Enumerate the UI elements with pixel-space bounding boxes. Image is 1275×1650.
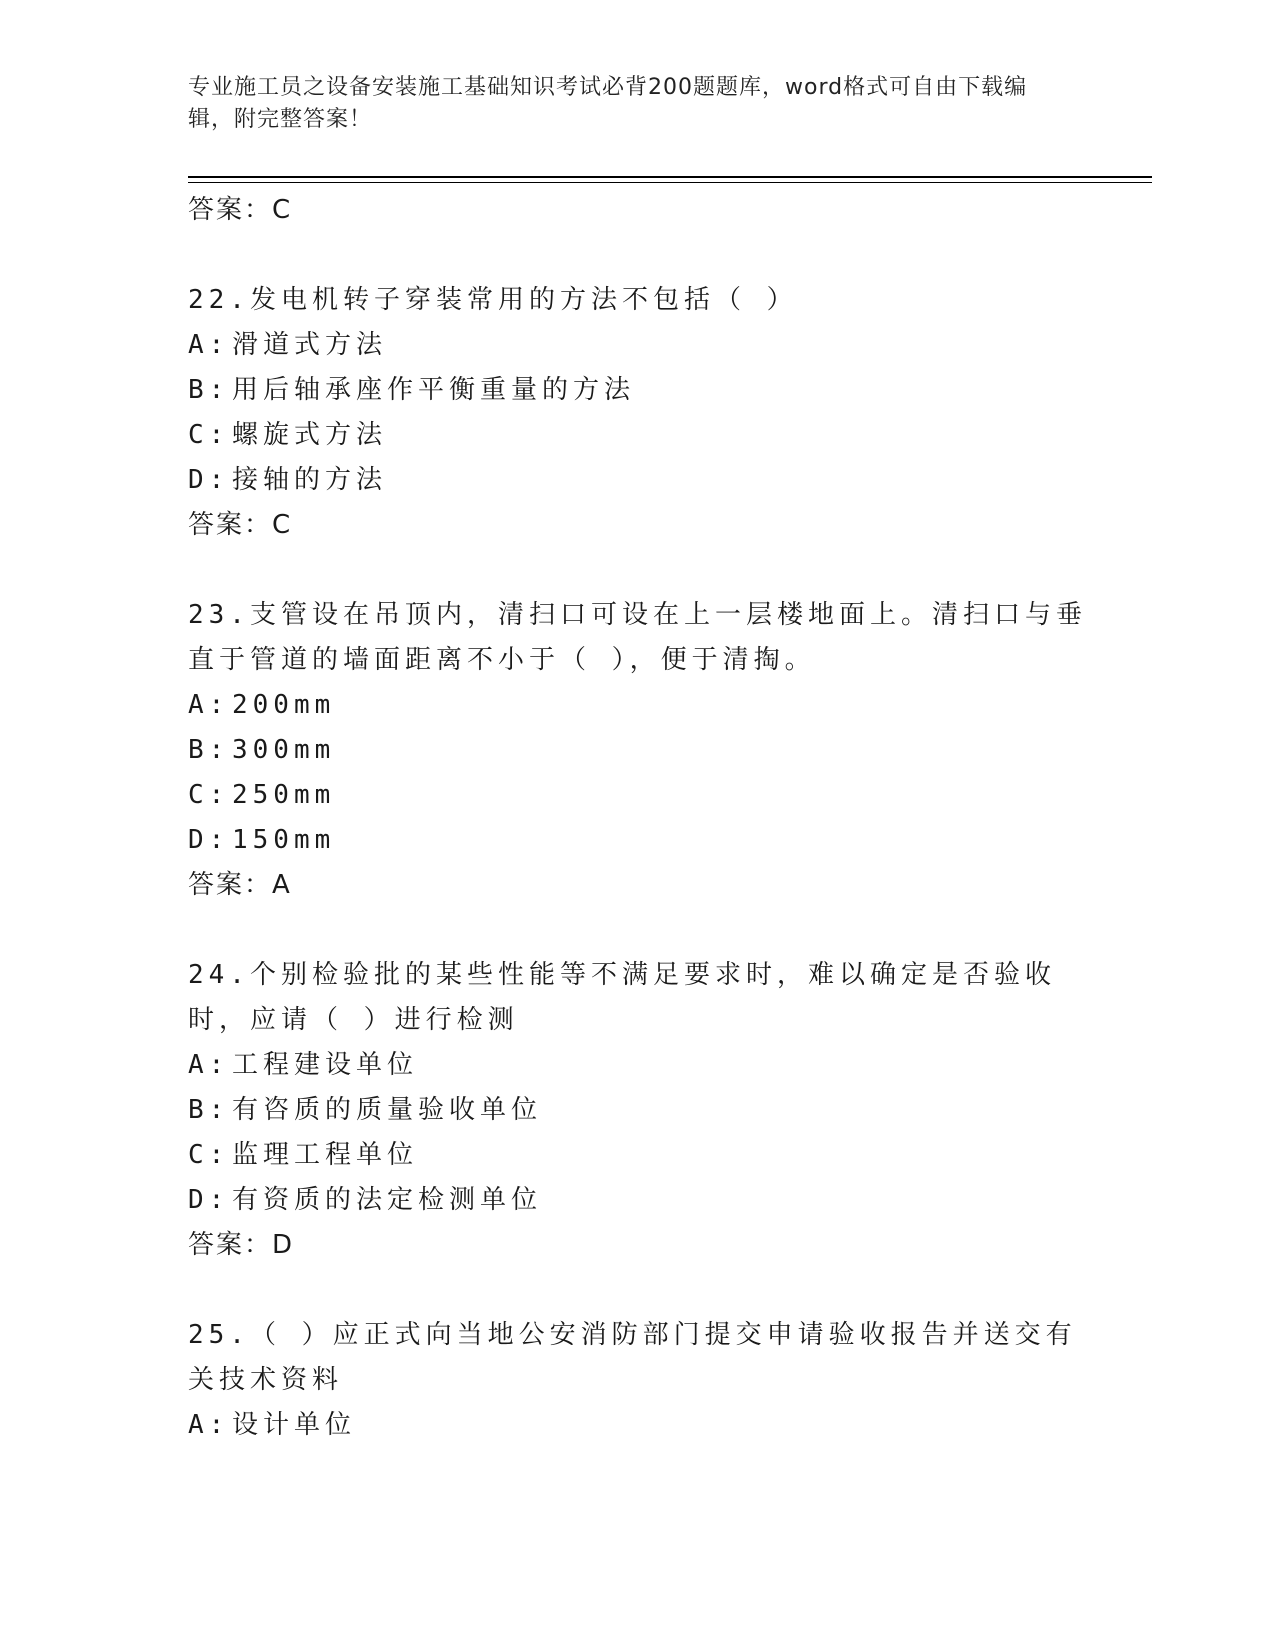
answer-line: 答案：C: [188, 195, 293, 225]
option-d: D: 接轴的方法: [188, 465, 388, 495]
option-a: A: 工程建设单位: [188, 1050, 419, 1080]
document-header: 专业施工员之设备安装施工基础知识考试必背200题题库，word格式可自由下载编辑，附完整答案！: [188, 75, 1028, 132]
question-block: [188, 953, 1088, 1267]
question-list: [188, 188, 1088, 1448]
spacer: [188, 907, 1088, 953]
option-a: A: 滑道式方法: [188, 330, 388, 360]
option-d: D: 150mm: [188, 825, 336, 855]
spacer: [188, 1267, 1088, 1313]
question-text: 25.（ ）应正式向当地公安消防部门提交申请验收报告并送交有关技术资料: [188, 1320, 1077, 1395]
question-block: [188, 278, 1088, 547]
option-c: C: 250mm: [188, 780, 336, 810]
option-a: A: 设计单位: [188, 1410, 357, 1440]
header-divider-thin: [188, 182, 1152, 183]
answer-line: 答案：D: [188, 1230, 295, 1260]
question-text: 23.支管设在吊顶内，清扫口可设在上一层楼地面上。清扫口与垂直于管道的墙面距离不小于（ ），便于清掏。: [188, 600, 1087, 675]
spacer: [188, 547, 1088, 593]
question-text: 22.发电机转子穿装常用的方法不包括（ ）: [188, 285, 798, 315]
option-a: A: 200mm: [188, 690, 336, 720]
question-block: [188, 1313, 1088, 1448]
header-divider: [188, 176, 1152, 178]
option-c: C: 监理工程单位: [188, 1140, 419, 1170]
option-b: B: 300mm: [188, 735, 336, 765]
answer-line: 答案：C: [188, 510, 293, 540]
question-block: [188, 593, 1088, 907]
option-b: B: 用后轴承座作平衡重量的方法: [188, 375, 636, 405]
spacer: [188, 232, 1088, 278]
option-b: B: 有咨质的质量验收单位: [188, 1095, 543, 1125]
question-text: 24.个别检验批的某些性能等不满足要求时，难以确定是否验收时，应请（ ）进行检测: [188, 960, 1056, 1035]
option-c: C: 螺旋式方法: [188, 420, 388, 450]
answer-line: 答案：A: [188, 870, 292, 900]
option-d: D: 有资质的法定检测单位: [188, 1185, 543, 1215]
